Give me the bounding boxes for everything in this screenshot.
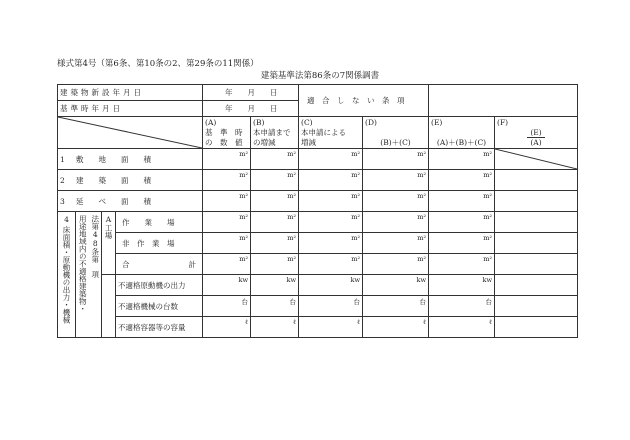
col-a-header: (A) 基 準 時 の 数 値 <box>203 117 251 149</box>
cell-r2-c[interactable]: m² <box>299 170 363 191</box>
cell-r3-f[interactable] <box>495 191 578 212</box>
cell-s3-d[interactable]: m² <box>363 254 429 275</box>
row-subtotal: 合 計 <box>116 254 203 275</box>
row-site-area: 1 敷 地 面 積 <box>58 149 203 170</box>
cell-r2-a[interactable]: m² <box>203 170 251 191</box>
row-building-area: 2 建 築 面 積 <box>58 170 203 191</box>
nonconforming-field[interactable] <box>429 85 578 117</box>
document-title: 建築基準法第86条の7関係調書 <box>260 71 380 81</box>
cell-s6-b[interactable]: ℓ <box>251 317 299 338</box>
cell-s5-c[interactable]: 台 <box>299 296 363 317</box>
cell-r2-d[interactable]: m² <box>363 170 429 191</box>
cell-s4-b[interactable]: kw <box>251 275 299 296</box>
cell-r2-b[interactable]: m² <box>251 170 299 191</box>
cell-s5-e[interactable]: 台 <box>429 296 495 317</box>
cell-s2-f[interactable] <box>495 233 578 254</box>
cell-s5-f[interactable] <box>495 296 578 317</box>
cell-s2-a[interactable]: m² <box>203 233 251 254</box>
survey-table <box>57 84 578 338</box>
ratio-fraction: $\frac{(E)}{(A)}$ <box>527 128 544 147</box>
row-container-capacity: 不適格容器等の容量 <box>116 317 203 338</box>
cell-s3-a[interactable]: m² <box>203 254 251 275</box>
cell-s5-d[interactable]: 台 <box>363 296 429 317</box>
cell-s4-f[interactable] <box>495 275 578 296</box>
cell-s3-e[interactable]: m² <box>429 254 495 275</box>
factory-label-continued <box>102 296 116 317</box>
cell-s2-b[interactable]: m² <box>251 233 299 254</box>
cell-r3-c[interactable]: m² <box>299 191 363 212</box>
section4-label: 4 床面積・原動機の出力・機械 <box>58 212 76 338</box>
col-e-header: (E) (A)＋(B)＋(C) <box>429 117 495 149</box>
cell-s1-b[interactable]: m² <box>251 212 299 233</box>
cell-r1-d[interactable]: m² <box>363 149 429 170</box>
row-workplace: 作 業 場 <box>116 212 203 233</box>
factory-label: A工場 <box>102 212 116 275</box>
nonconforming-label: 適 合 し な い 条 項 <box>299 85 429 117</box>
col-b-header: (B) 本申請まで の増減 <box>251 117 299 149</box>
cell-s1-a[interactable]: m² <box>203 212 251 233</box>
built-date-label: 建築物新設年月日 <box>58 85 203 101</box>
cell-s3-f[interactable] <box>495 254 578 275</box>
cell-s6-a[interactable]: ℓ <box>203 317 251 338</box>
form-number: 様式第4号（第6条、第10条の2、第29条の11関係） <box>57 59 259 69</box>
col-f-header: (F) $\frac{(E)}{(A)}$ <box>495 117 578 149</box>
cell-r2-f[interactable] <box>495 170 578 191</box>
cell-s2-e[interactable]: m² <box>429 233 495 254</box>
row-machine-count: 不適格機械の台数 <box>116 296 203 317</box>
cell-r2-e[interactable]: m² <box>429 170 495 191</box>
cell-s6-f[interactable] <box>495 317 578 338</box>
cell-r1-e[interactable]: m² <box>429 149 495 170</box>
factory-label-continued <box>102 275 116 296</box>
cell-s1-e[interactable]: m² <box>429 212 495 233</box>
cell-r1-c[interactable]: m² <box>299 149 363 170</box>
cell-r3-b[interactable]: m² <box>251 191 299 212</box>
cell-s5-a[interactable]: 台 <box>203 296 251 317</box>
ref-date-field[interactable]: 年 月 日 <box>203 101 299 117</box>
cell-s2-d[interactable]: m² <box>363 233 429 254</box>
col-d-header: (D) (B)＋(C) <box>363 117 429 149</box>
cell-r1-a[interactable]: m² <box>203 149 251 170</box>
cell-s1-d[interactable]: m² <box>363 212 429 233</box>
col-c-header: (C) 本申請による 増減 <box>299 117 363 149</box>
cell-r3-a[interactable]: m² <box>203 191 251 212</box>
row-non-workplace: 非 作 業 場 <box>116 233 203 254</box>
cell-s2-c[interactable]: m² <box>299 233 363 254</box>
diagonal-line <box>495 149 577 169</box>
law-article-label: 法第48条第 項 <box>90 212 102 338</box>
row-motor-output: 不適格原動機の出力 <box>116 275 203 296</box>
ref-date-label: 基準時年月日 <box>58 101 203 117</box>
cell-s1-f[interactable] <box>495 212 578 233</box>
diagonal-line <box>58 117 202 148</box>
cell-r1-b[interactable]: m² <box>251 149 299 170</box>
cell-s4-c[interactable]: kw <box>299 275 363 296</box>
cell-r1-f <box>495 149 578 170</box>
header-diagonal-cell <box>58 117 203 149</box>
cell-s4-a[interactable]: kw <box>203 275 251 296</box>
cell-r3-d[interactable]: m² <box>363 191 429 212</box>
cell-s4-e[interactable]: kw <box>429 275 495 296</box>
cell-s3-c[interactable]: m² <box>299 254 363 275</box>
factory-label-continued <box>102 317 116 338</box>
built-date-field[interactable]: 年 月 日 <box>203 85 299 101</box>
cell-s6-e[interactable]: ℓ <box>429 317 495 338</box>
cell-s1-c[interactable]: m² <box>299 212 363 233</box>
section4-sublabel: 用途地域内の不適格建築物・ <box>76 212 90 338</box>
cell-s6-c[interactable]: ℓ <box>299 317 363 338</box>
cell-s4-d[interactable]: kw <box>363 275 429 296</box>
cell-s5-b[interactable]: 台 <box>251 296 299 317</box>
cell-s6-d[interactable]: ℓ <box>363 317 429 338</box>
cell-s3-b[interactable]: m² <box>251 254 299 275</box>
row-total-floor-area: 3 延 べ 面 積 <box>58 191 203 212</box>
cell-r3-e[interactable]: m² <box>429 191 495 212</box>
